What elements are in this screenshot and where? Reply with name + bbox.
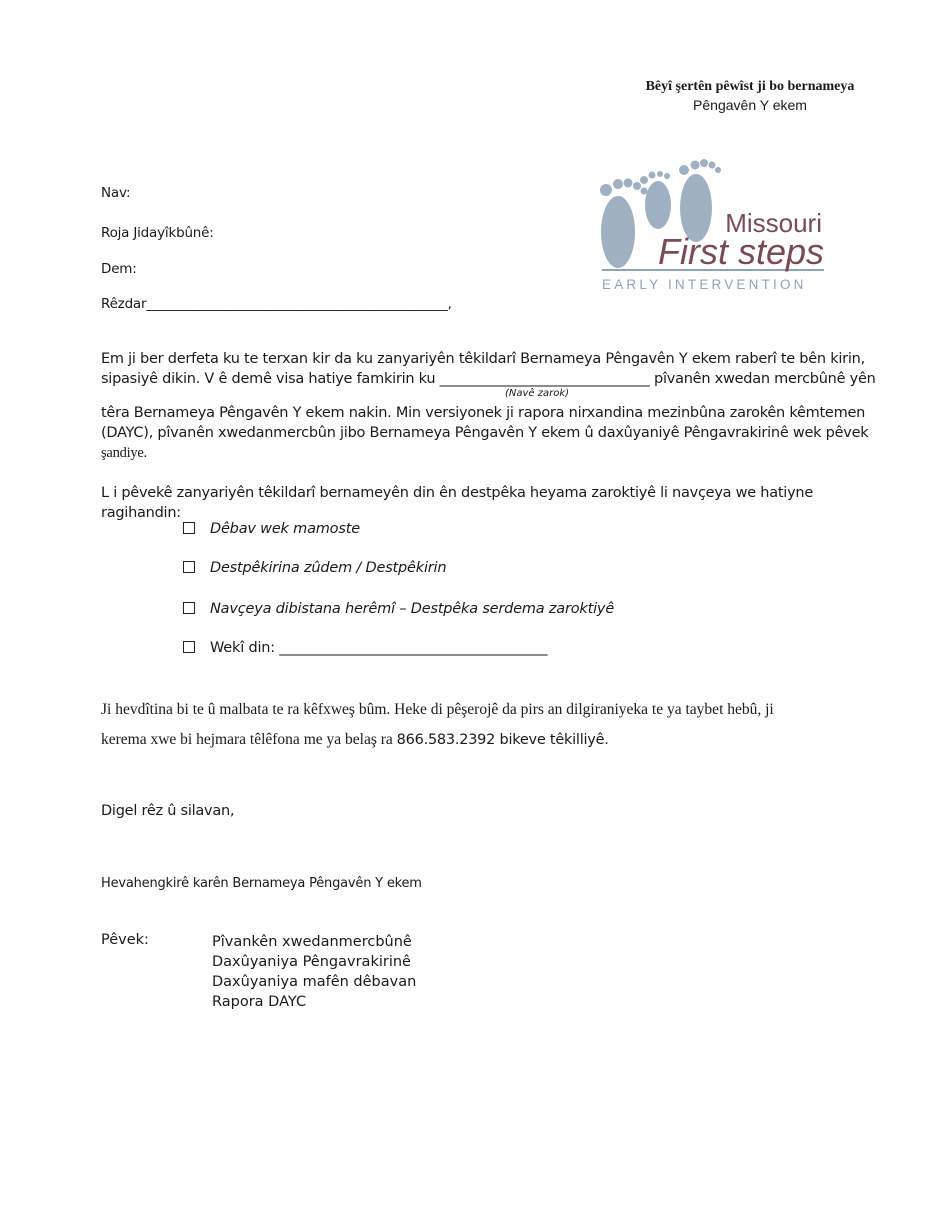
checkbox-label: Destpêkirina zûdem / Destpêkirin <box>210 560 447 576</box>
date-field: Dem: <box>101 261 137 277</box>
body-line-3: têra Bernameya Pêngavên Y ekem nakin. Min versiyonek ji rapora nirxandina mezinbûna zarokên kêmtemen <box>101 405 866 421</box>
logo-name: First steps <box>657 231 824 272</box>
enclosures-list <box>212 932 416 1012</box>
body-line-4: (DAYC), pîvanên xwedanmercbûn jibo Bernameya Pêngavên Y ekem û daxûyaniyê Pêngavrakirinê wek pêvek <box>101 425 869 441</box>
checkbox[interactable] <box>183 602 195 614</box>
salutation-field: Rêzdar______________________________________________, <box>101 296 452 312</box>
body-line-2: sipasiyê dikin. V ê demê visa hatiye famkirin ku ______________________________ pîvanên xwedan mercbûnê yên <box>101 371 876 387</box>
checkbox[interactable] <box>183 561 195 573</box>
checkbox-label: Dêbav wek mamoste <box>210 521 360 537</box>
checkbox-item <box>183 521 360 537</box>
name-field: Nav: <box>101 185 131 201</box>
phone-number: 866.583.2392 bikeve têkilliyê. <box>396 732 609 748</box>
closing-line-1: Ji hevdîtina bi te û malbata te ra kêfxweş bûm. Heke di pêşerojê da pirs an dilgiraniyeka te ya taybet hebû, ji <box>101 701 774 718</box>
signature: Hevahengkirê karên Bernameya Pêngavên Y ekem <box>101 876 422 891</box>
enclosure-item: Daxûyaniya mafên dêbavan <box>212 974 417 990</box>
missouri-first-steps-logo <box>596 150 836 300</box>
closing-line-2 <box>101 730 881 750</box>
enclosure-item: Pîvankên xwedanmercbûnê <box>212 934 412 950</box>
regards: Digel rêz û silavan, <box>101 803 235 819</box>
logo-tagline: EARLY INTERVENTION <box>602 277 807 292</box>
checkbox-item <box>183 560 446 576</box>
header-subtitle: Pêngavên Y ekem <box>693 97 807 113</box>
body-line-1: Em ji ber derfeta ku te terxan kir da ku zanyariyên têkildarî Bernameya Pêngavên Y ekem raberî te bên kirin, <box>101 351 865 367</box>
child-name-note: (Navê zarok) <box>505 388 570 399</box>
programs-intro: L i pêvekê zanyariyên têkildarî bernameyên din ên destpêka heyama zaroktiyê li navçeya we hatiyne ragihandin: <box>101 485 814 521</box>
checkbox-label: Wekî din: ______________________________________ <box>210 640 548 656</box>
checkbox-item <box>183 601 614 617</box>
footprints-icon <box>596 150 836 300</box>
header-title: Bêyî şertên pêwîst ji bo bernameya <box>645 79 855 94</box>
checkbox-label: Navçeya dibistana herêmî – Destpêka serdema zaroktiyê <box>210 601 615 617</box>
enclosure-item: Rapora DAYC <box>212 994 307 1010</box>
body-line-5: şandiye. <box>101 445 147 461</box>
checkbox-item <box>183 640 547 656</box>
checkbox[interactable] <box>183 522 195 534</box>
checkbox[interactable] <box>183 641 195 653</box>
closing-text: kerema xwe bi hejmara têlêfona me ya belaş ra <box>101 731 397 748</box>
enclosure-item: Daxûyaniya Pêngavrakirinê <box>212 954 411 970</box>
enclosures-label: Pêvek: <box>101 932 149 948</box>
logo-state: Missouri <box>725 208 822 238</box>
birthdate-field: Roja Jidayîkbûnê: <box>101 225 214 241</box>
